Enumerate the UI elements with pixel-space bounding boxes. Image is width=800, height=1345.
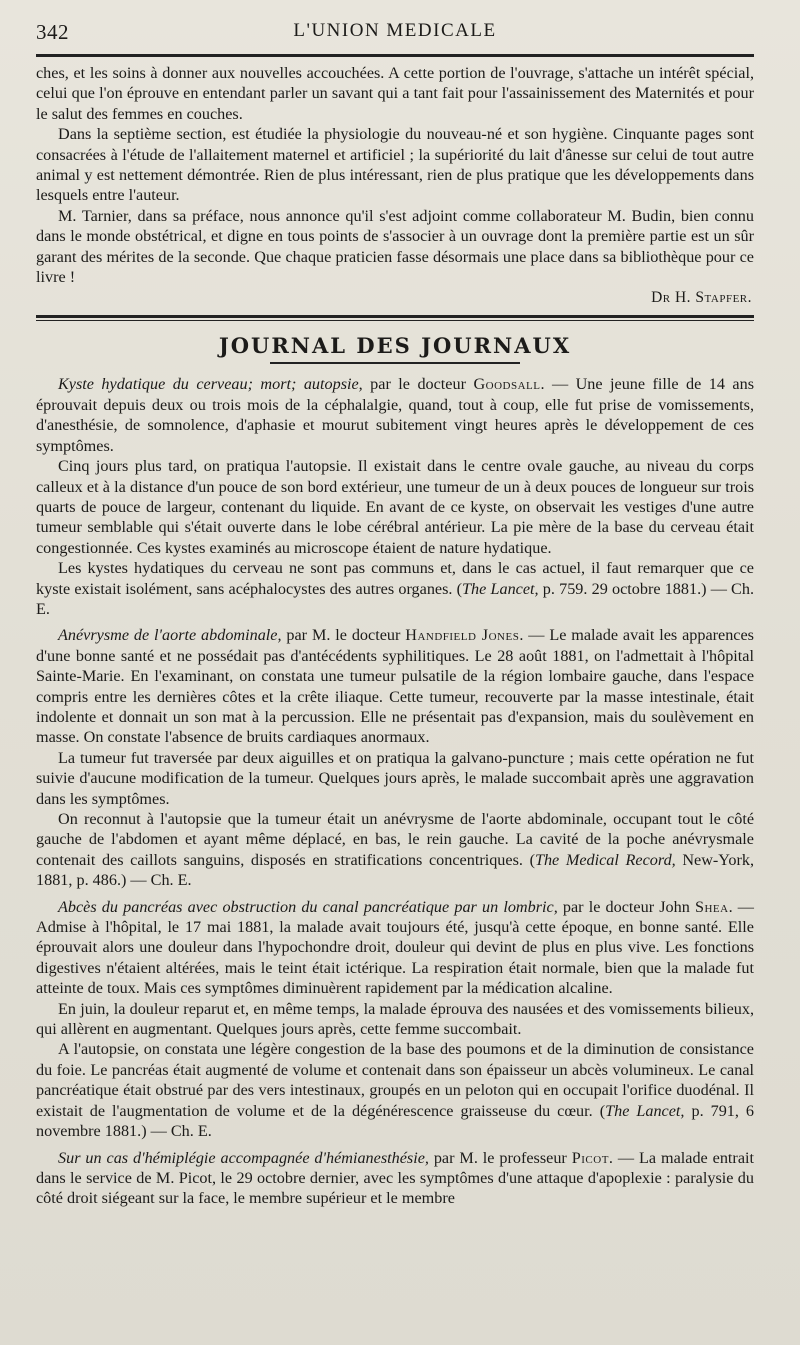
review-paragraph: M. Tarnier, dans sa préface, nous annonce qu'il s'est adjoint comme collaborateur M. Budin, bien connu dans le monde obstétrical, et digne en tous points de s'associer à un ouvrage dont la première partie est un sûr garant des mérites de la seconde. Que chaque praticien fasse désormais une place dans sa bibliothèque pour ce livre ! bbox=[36, 206, 754, 287]
header-rule bbox=[36, 54, 754, 57]
article-source-details: p. 791, 6 novembre 1881.) — Ch. E. bbox=[36, 1101, 755, 1141]
article-source-open: ( bbox=[522, 850, 535, 869]
article-author: Goodsall bbox=[473, 375, 541, 394]
article-title: Kyste hydatique du cerveau; mort; autopsie, bbox=[58, 375, 363, 394]
article-paragraph: En juin, la douleur reparut et, en même temps, la malade éprouva des nausées et des vomissements bilieux, qui allèrent en augmentant. Quelques jours après, cette femme succombait. bbox=[36, 999, 754, 1039]
article-byline: par M. le professeur bbox=[428, 1148, 572, 1167]
article-hemiplegie bbox=[36, 1148, 754, 1209]
section-title: JOURNAL DES JOURNAUX bbox=[218, 333, 572, 359]
article-source-details: p. 759. 29 octobre 1881.) — Ch. E. bbox=[36, 579, 754, 618]
article-byline: par M. le docteur bbox=[281, 626, 406, 645]
article-source-details: New-York, 1881, p. 486.) — Ch. E. bbox=[36, 850, 754, 890]
article-source-journal: The Lancet, bbox=[462, 579, 539, 598]
article-title: Anévrysme de l'aorte abdominale, bbox=[58, 626, 282, 645]
article-title: Sur un cas d'hémiplégie accompagnée d'hémianesthésie, bbox=[58, 1148, 429, 1167]
article-lead bbox=[36, 374, 754, 456]
section-divider bbox=[36, 315, 754, 321]
page-number: 342 bbox=[36, 20, 69, 44]
article-paragraph-text: Les kystes hydatiques du cerveau ne sont pas communs et, dans le cas actuel, il faut remarquer que ce kyste existait isolément, sans acéphalocystes des autres organes. bbox=[36, 559, 754, 598]
article-lead bbox=[36, 625, 754, 747]
article-source-open: ( bbox=[592, 1101, 606, 1120]
article-abces-pancreas bbox=[36, 897, 754, 1142]
article-title: Abcès du pancréas avec obstruction du canal pancréatique par un lombric, bbox=[58, 897, 558, 916]
article-paragraph-text: On reconnut à l'autopsie que la tumeur était un anévrysme de l'aorte abdominale, occupant tout le côté gauche de l'abdomen et ayant même déplacé, en bas, le rein gauche. La cavité de la poche anévrysmale contenait des caillots sanguins, disposés en stratifications concentriques. bbox=[36, 810, 754, 869]
article-paragraph bbox=[36, 809, 754, 891]
article-paragraph-text: A l'autopsie, on constata une légère congestion de la base des poumons et de la diminution de consistance du foie. Le pancréas était augmenté de volume et contenait dans son épaisseur un abcès volumineux. Le canal pancréatique était obstrué par des vers intestinaux, groupés en un peloton qui en occupait l'orifice duodénal. Il existait de l'augmentation de volume et de la dégénérescence graisseuse du cœur. bbox=[36, 1040, 754, 1120]
running-title: L'UNION MEDICALE bbox=[293, 20, 497, 41]
article-lead-text: . — Le malade avait les apparences d'une bonne santé et ne possédait pas d'antécédents syphilitiques. Le 28 août 1881, on l'admettait à l'hôpital Sainte-Marie. En l'examinant, on constata une tumeur pulsatile de la région lombaire gauche, dans l'espace compris entre les dernières côtes et la crête iliaque. Cette tumeur, recouverte par la masse intestinale, était indolente et donnait un son mat à la percussion. Elle ne présentait pas d'expansion, mais du soulèvement en masse. On constate l'absence de bruits cardiaques anormaux. bbox=[36, 626, 754, 747]
review-signature: Dr H. Stapfer. bbox=[651, 289, 752, 307]
article-byline: par le docteur John bbox=[557, 897, 695, 916]
review-paragraph: Dans la septième section, est étudiée la physiologie du nouveau-né et son hygiène. Cinquante pages sont consacrées à l'étude de l'allaitement maternel et artificiel ; la supériorité du lait d'ânesse sur celui de tout autre animal y est nettement démontrée. Rien de plus intéressant, rien de plus pratique que les développements dans lesquels entre l'auteur. bbox=[36, 125, 754, 205]
page-header bbox=[36, 18, 754, 52]
article-author: Picot bbox=[571, 1148, 609, 1167]
article-source-journal: The Lancet, bbox=[605, 1101, 685, 1120]
article-lead-text: . — Admise à l'hôpital, le 17 mai 1881, la malade avait toujours été, jusqu'à cette époque, en bonne santé. Elle éprouvait alors une douleur dans l'hypochondre droit, douleur qui devint de plus en plus vive. Les fonctions digestives n'étaient altérées, mais le teint était ictérique. La respiration était normale, bien que la malade fut atteinte de toux. Mais ces symptômes diminuèrent rapidement par la médication alcaline. bbox=[36, 897, 754, 998]
review-paragraph: ches, et les soins à donner aux nouvelles accouchées. A cette portion de l'ouvrage, s'attache un intérêt spécial, celui que l'on éprouve en entendant parler un savant qui a tant fait pour l'assainissement des Maternités et pour le salut des femmes en couches. bbox=[36, 64, 754, 123]
article-paragraph bbox=[36, 558, 754, 619]
book-review-continuation bbox=[36, 63, 754, 307]
article-paragraph: La tumeur fut traversée par deux aiguilles et on pratiqua la galvano-puncture ; mais cette opération ne fut suivie d'aucune modification de la tumeur. Quelques jours après, le malade succombait après une aggravation dans les symptômes. bbox=[36, 748, 754, 808]
article-source-open: ( bbox=[452, 579, 463, 598]
section-title-underline bbox=[270, 362, 520, 364]
article-lead bbox=[36, 1148, 754, 1209]
article-author: Handfield Jones bbox=[405, 626, 520, 645]
article-kyste-hydatique bbox=[36, 374, 754, 619]
article-byline: par le docteur bbox=[362, 375, 474, 394]
article-paragraph bbox=[36, 1039, 754, 1141]
article-lead bbox=[36, 897, 754, 999]
article-source-journal: The Medical Record, bbox=[534, 850, 676, 869]
article-lead-text: . — La malade entrait dans le service de M. Picot, le 29 octobre dernier, avec les symptômes d'une attaque d'apoplexie : paralysie du côté droit siégeant sur la face, le membre supérieur et le membre bbox=[36, 1148, 754, 1208]
article-anevrysme bbox=[36, 625, 754, 890]
article-lead-text: . — Une jeune fille de 14 ans éprouvait depuis deux ou trois mois de la céphalalgie, quand, tout à coup, elle fut prise de vomissements, d'anesthésie, de somnolence, d'aphasie et mourut subitement vingt heures après le développement de ces symptômes. bbox=[36, 375, 754, 455]
article-paragraph: Cinq jours plus tard, on pratiqua l'autopsie. Il existait dans le centre ovale gauche, au niveau du corps calleux et à la distance d'un pouce de son bord extérieur, une tumeur de un à deux pouces de longueur sur trois quarts de pouce de largeur, contenant du liquide. En avant de ce kyste, on observait les vestiges d'une autre tumeur semblable qui s'était ouverte dans le lobe cérébral antérieur. La pie mère de la base du cerveau était congestionnée. Ces kystes examinés au microscope étaient de nature hydatique. bbox=[36, 457, 754, 557]
article-author: Shea bbox=[694, 897, 729, 916]
